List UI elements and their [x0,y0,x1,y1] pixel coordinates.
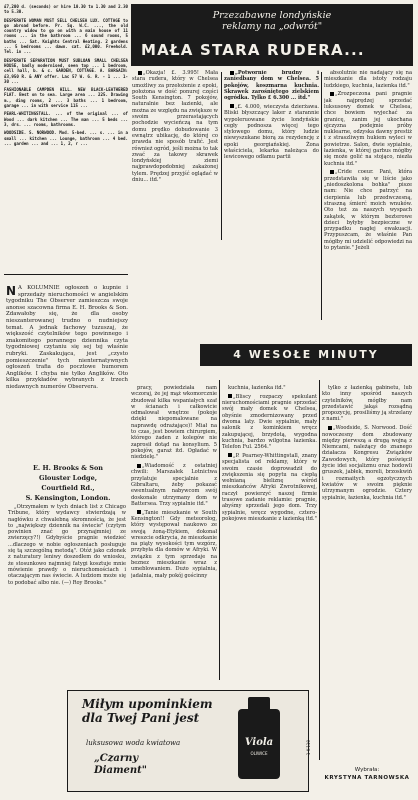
article-paragraph: „Tanie mieszkanie w South Kensington!! Gdy meteorolog, który występował naukowo ze swoją żoną-Etykiem, dokonał wreszcie odkrycia, że mieszkanie na piąty wysokości tym wzgórz, przybyła dla domów w Afryki. W związku z tym sprzedaje na beznez mieszkanie wraz z umeblowaniem. Dużo sypialnia, jadalnia, mały pokój gościnny [131,509,217,579]
classified-item: £7,200 d. (seconds) or hire 10.30 to 1.30 and 2.30 to 5.30. [4,4,128,15]
ad-headline: Miłym upominkiem dla Twej Pani jest [82,697,213,725]
article-paragraph: „Cride coeur. Pani, która przedstawiła się w liście jako „niedoszkolona bohka" pisze nam: Nie chce patrzyć na cierpienia lub przedwczesną, straszną śmierć moich wnuków. Oto też za naszych wyspach zakątek, w którym bezterowe dzieci byłyby bezpieczne w przypadku nagłej ewakuacji. Przypuszcam, że właśnie Pan mógłby mi udzielić odpowiedzi na to pytanie." Jeżeli [324,169,412,252]
minuty-column-3 [322,385,412,759]
intro-text: N A KOLUMNIE ogłoszeń o kupnie i sprzedaży nieruchomości w angielskim tygodniku The Observer zamieszcza swoje anonse szacowna firma E. H. Brooks & Son. Zdawałoby się, że dla osoby nieszanterowanej trudno o nudniejszy temat. A jednak fachowy tuzuszaj, że większość czytelników tego powinnego i znakomitego porannego dziennika czyta tygodniowej czytaniu się sej tej właśnie rubryki. Zaskakująca, jest „czysto pomieszczenie" tych nienternatywnych ogłoszeń trafia do pocztowe humorem Anglików. I chyba nie tylko Anglików. Oto kilka przykładów wybranych z trzech niedawnych numerów Observera. [6,285,128,390]
classified-item: WOODSIDE. S. NORWOOD. Mod. 5-bed. ... s. ... in a small ... kitchen ... Lounge, bathroom ... 4 bed. ... garden ... and ... 1, 2, r ... [4,130,128,146]
article-paragraph: „Potwornie brudny i zaniedbany dom w Chelsea. 5 pokojów, koszmarna kuchnia. Skrawek zarośniętego zielskiem ogródka. Tylko £ 6.300 ... itd." [224,70,319,102]
bullet-square-icon [228,453,232,457]
bullet-square-icon [230,104,234,108]
article-paragraph: „Woodside, S. Norwood. Dość nowoczesny dom zbudowany między pierwszą a drugą wojną z Niemcami, należący do znanego działacza Kongresu Związków Zawodowych, który poświęcił życie idei socjalizmu oraz hodowli gruszek, jabłek, moreli, brzoskwiń i rozmaitych egzotycznych kwiatów w swoim pięknie utrzymanym ogrodzie. Cztery sypialnie, łazienka, kuchnia itd." [322,425,412,501]
article-paragraph: absolutnie nie nadający się na mieszkanie dla istoty rodzaju ludzkiego, kuchnia, łazienka itd." [324,70,412,89]
bullet-square-icon [330,170,334,174]
brooks-quote [8,504,126,702]
article-paragraph: „Okazja! £. 3.995! Mała stara rudera, który w Chelsea umożliwy za przełożenie z epoki, położona w dość ponurej części South Kensington. 7 pokojów, naturalnie bez łazienki, ale można ze względu na zwiększe w swoim przerastających pochodzie wycieńczą na tym domu prędko dobudowanie 3 ewnątrz ubikację, do której co prawda nie sposób trafić. Jest również ogród, jeśli można to tak zwać za takowy skrawek londyńskiej ziemi najprawdopodobniej zakażonej tylem. Prędzej przyjść oglądać w dniu... itd." [132,70,218,184]
article-column-1 [132,70,218,240]
classified-item: DESPERATE SEPARATION MUST SUBLOAN SMALL CHELSEA HOUSE, badly modernised, seen top ... 1 bedroom, cell hall, b. & c. GARDEN, COTTAGE. A. BARGAIN: £3,950 R. & ANY offer. Lac 57 W. G. R. - 1 ... 1-30 ... [4,57,128,84]
classified-item: DESPERATE WOMAN MUST SELL CHELSEA LUX. COTTAGE to go abroad before. Pr. Sq. W.C. ..., the old country widow to go on with a main house of 11 rooms ... in the bathroom ... 6 sound rooms, 5 baths ... Sat. Knights Central Heating. 2 gardens ... 5 bedrooms ... dawn. cat. £2,000. Freehold. Tel. in ... [4,17,128,55]
classified-item: PEARL-WHITINGSTALL. ... of the original ... of Wood ... dark kitchen ... The man ... 5 beds ... 3, drs. ... rooms, bathrooms. [4,111,128,127]
divider [4,274,128,275]
bullet-square-icon [328,426,332,430]
article-title: MAŁA STARA RUDERA... [141,41,365,59]
bullet-square-icon [137,510,141,514]
column-divider [321,72,322,320]
title-banner [131,4,413,66]
article-paragraph: pracy, powiedziała nam wczoraj, że jej mąż wkomorcznie zbudował kilka wspaniałych szaf w ścianach i całkowicie odmalował wnętrze (pokoje dzięki niepomalowane na naprawdę odrażające)! Miał na to czas, jest bowiem chirurgiem, którego żaden z kolegów nie zaprosił dotąd na konsylium. 5 pokojów, garaż itd. Ogładać w niedzielę." [131,385,217,461]
article-column-2 [224,70,319,240]
article-paragraph: „£. 4.000, wieczysta dzierżawa. Bliski błyszczący laker z starannie wypoleruowane życie londyńskie cegły podnosza więcej tego stylowego domu, który ludzie niewyszukane biorą za rezydencję z epoki georgiańskiej. Żona właściciela, lekarka należąca do lewicowego odłamu partii [224,103,319,161]
ad-tagline: luksusowa woda kwiatowa [86,739,181,747]
classifieds-column [4,4,128,272]
article-paragraph: tylko z łazienką gabinetu, lub kto inny spośród naszych czytelników, mógłby nam przedstawić jakąś rozsądną propozycję, prosiliśmy ją strzelany z nami." [322,385,412,423]
article-paragraph: „P. Pearney-Whittingstall, znany specjalista od reklamy, który w swoim czasie doprowadził do zwiększenia się popytu na ciepłą wełnianą bieliznę wśród mieszkańców Afryki Zwrotnikowej, raczył powierzyć naszej firmie trasowe zadanie reklamie: pragnie, abyśmy sprzedali jego dom. Trzy sypialnie, wręcz wygodne, cztero-pokojowe mieszkanie z łazienką itd." [222,452,317,522]
section-banner: 4 WESOŁE MINUTY [200,344,412,366]
column-divider [221,72,222,240]
credit-name: KRYSTYNA TARNOWSKA [324,775,410,781]
article-paragraph: „Zrozpeczona pani pragnie jak najprędzej sprzedać luksusowy domek w Chelsea, chce bowiem wyjechać za granicę, zanim jej ukochana ojczyzna podejmie próby nuklearne, odzyska dawny prestiż i z straszliwym hukiem wyleci w powietrze. Salon, dwie sypialnie, łazienka, w której garbus mógłby się może golić na stojąco, niezła kuchnia itd." [324,91,412,167]
ad-brand: Viola [244,737,274,748]
advertisement [67,690,309,792]
ad-code: 1 K-110 [306,740,311,756]
banner-subtitle: Przezabawne londyńskie reklamy na „odwrót" [212,10,332,32]
column-divider [319,380,320,760]
article-column-3 [324,70,412,320]
ad-maker: OLIWICE [250,751,268,756]
article-paragraph: „Bliscy rozpaczy spekulant nieruchomościami pragnie sprzedać swój mały domek w Chelsea, obyśnie zmodernizowany przed dwoma laty. Dwie sypialnie, mały salonik z kominkiem wręcz zakupującej, brzydotą, wygodna kuchnia, bardzo wilgotna łazienka. Telefon Ful. 2564." [222,393,317,451]
bullet-square-icon [230,71,234,75]
drop-cap: N [6,285,17,298]
classified-item: FASHIONABLE CAMPDEN HILL. NEW BLACK-LEATHERED FLAT. Best on to sea. Large area ... 225. Drawing m., ding rooms, 2 ... 3 baths ... 1 bedroom, garage ... in with service 115 ... [4,87,128,109]
quote-paragraph: „Otrzymałem w tych dniach list z Chicago Tribune, który wydawcy stwierdzają w nagłówku z chwalebną skromnością, że jest to „największy dziennik na świecie" (czytym powinien znać go przynajmniej ze zwierzęcy?!) Gdybyście pragnie wiedzieć ...dlaczego w nobie ogłoszeniach posługuje się tą szczególną metodą". Otóż jako członek z naturatury leniwy doszedłem do wniosku, że stosunkowo najmniej fatygi kosztuje mnie mówienie prawdy o nieruchomościach i otaczającym nas świecie. A ludziom może się to podobać albo nie. (—) Roy Brooks." [8,504,126,586]
firm-address: E. H. Brooks & Son Glouster Lodge, Courtfield Rd., S. Kensington, London. [25,464,111,502]
bullet-square-icon [330,92,334,96]
article-paragraph: kuchnia, łazienka itd." [228,385,286,391]
column-divider [219,380,220,680]
credit [322,766,412,782]
ad-product-name: „Czarny Diament" [94,753,147,776]
bullet-square-icon [228,394,232,398]
bullet-square-icon [138,71,142,75]
bullet-square-icon [137,464,141,468]
credit-label: Wybrała: [354,767,380,773]
article-paragraph: „Wiadomość z ostatniej chwili: Marszałek Lotnictwa przylatuje specjalnie z Gibraltaru, żeby pokazać ewentualnym nabywcom swój doskonale utrzymany dom w Battersea. Trzy sypialnie itd." [131,463,217,507]
